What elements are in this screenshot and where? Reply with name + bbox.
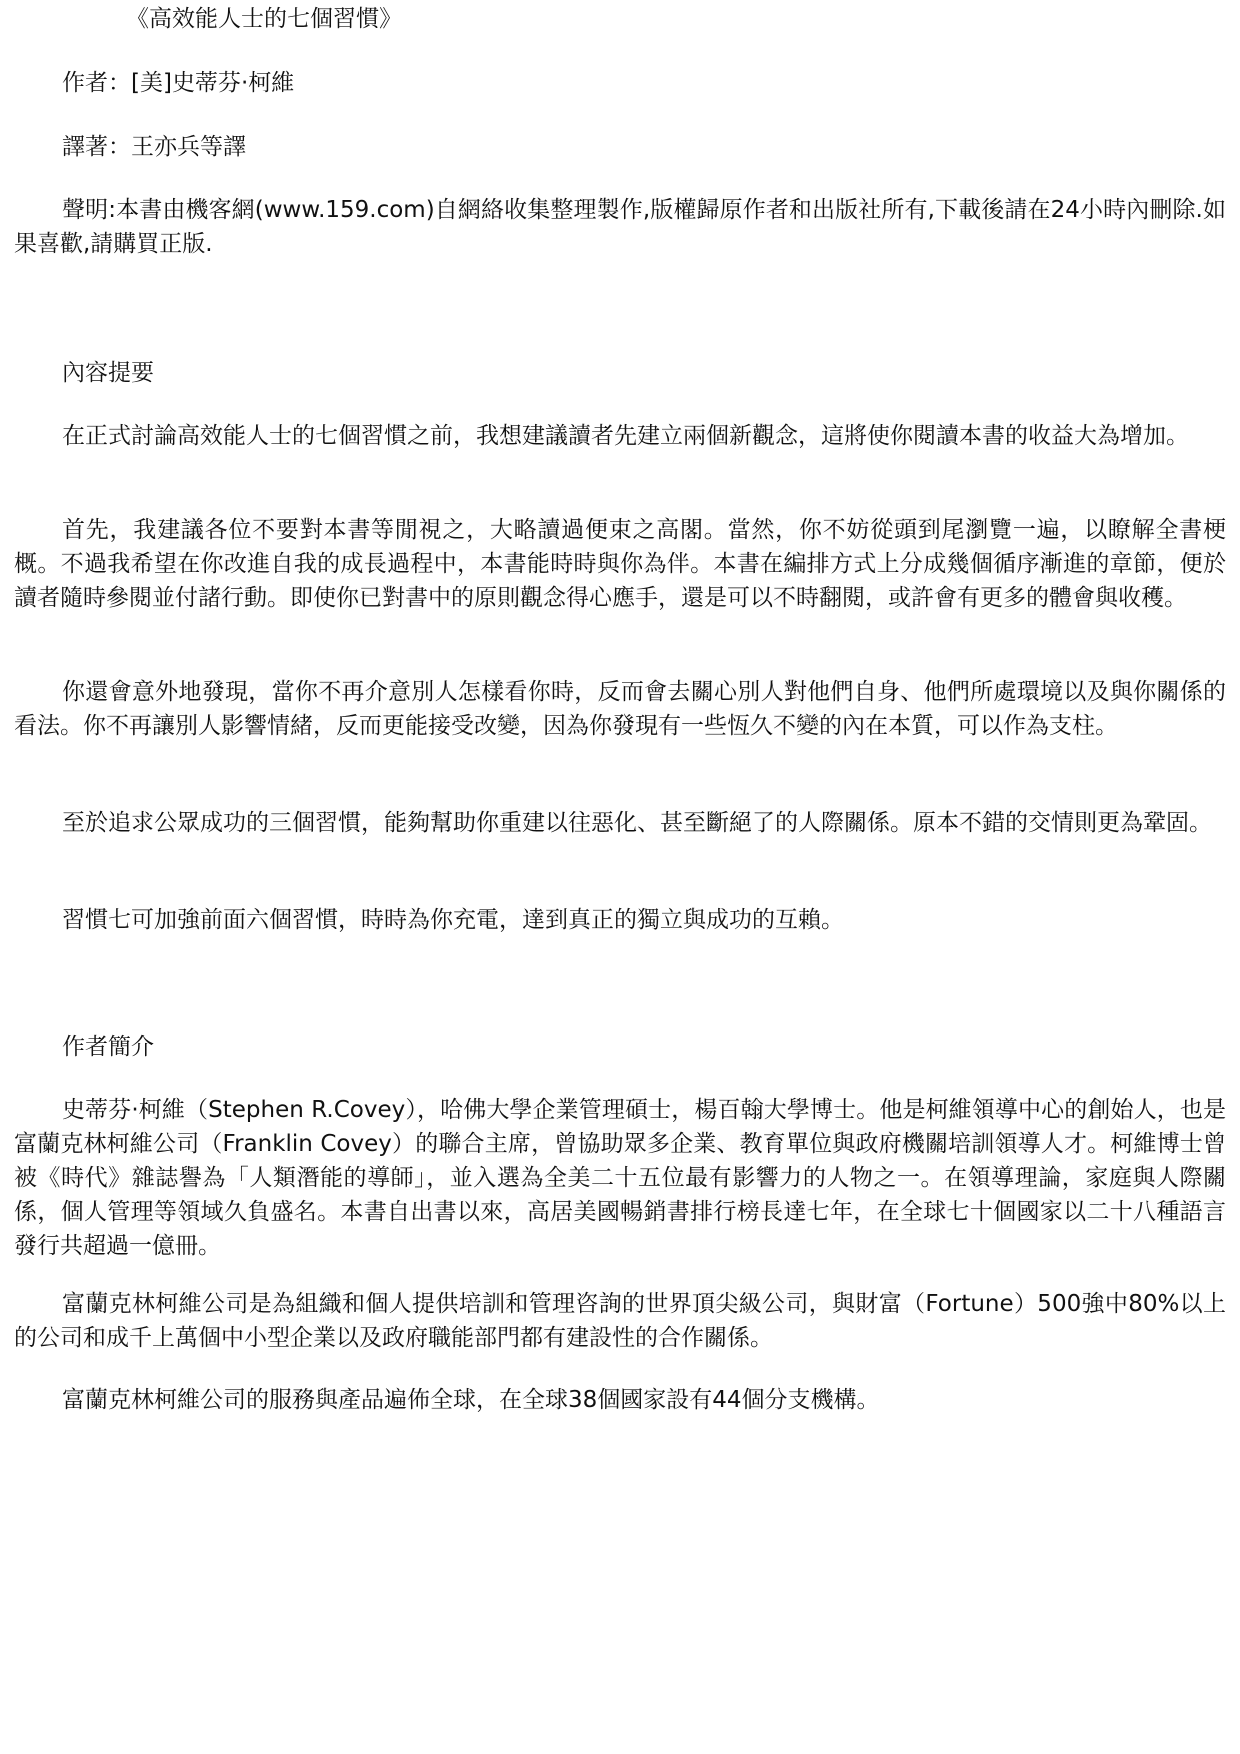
summary-paragraph: 你還會意外地發現，當你不再介意別人怎樣看你時，反而會去關心別人對他們自身、他們所處環境以及與你關係的看法。你不再讓別人影響情緒，反而更能接受改變，因為你發現有一些恆久不變的內在本質，可以作為支柱。: [14, 679, 1226, 739]
author-intro-paragraph: 史蒂芬·柯維（Stephen R.Covey），哈佛大學企業管理碩士，楊百翰大學博士。他是柯維領導中心的創始人，也是富蘭克林柯維公司（Franklin Covey）的聯合主席，曾協助眾多企業、教育單位與政府機關培訓領導人才。柯維博士曾被《時代》雜誌譽為「人類潛能的導師」，並入選為全美二十五位最有影響力的人物之一。在領導理論，家庭與人際關係，個人管理等領域久負盛名。本書自出書以來，高居美國暢銷書排行榜長達七年，在全球七十個國家以二十八種語言發行共超過一億冊。: [14, 1097, 1226, 1259]
author-intro-paragraph: 富蘭克林柯維公司是為組織和個人提供培訓和管理咨詢的世界頂尖級公司，與財富（Fortune）500強中80%以上的公司和成千上萬個中小型企業以及政府職能部門都有建設性的合作關係。: [14, 1291, 1226, 1351]
summary-paragraph: 首先，我建議各位不要對本書等閒視之，大略讀過便束之高閣。當然，你不妨從頭到尾瀏覽一遍，以瞭解全書梗概。不過我希望在你改進自我的成長過程中，本書能時時與你為伴。本書在編排方式上分成幾個循序漸進的章節，便於讀者隨時參閱並付諸行動。即使你已對書中的原則觀念得心應手，還是可以不時翻閱，或許會有更多的體會與收穫。: [14, 517, 1226, 611]
copyright-notice: 聲明:本書由機客網(www.159.com)自網絡收集整理製作,版權歸原作者和出版社所有,下載後請在24小時內刪除.如果喜歡,請購買正版.: [14, 197, 1226, 257]
author-intro-paragraph: 富蘭克林柯維公司的服務與產品遍佈全球，在全球38個國家設有44個分支機構。: [62, 1387, 880, 1413]
author-line: 作者：[美]史蒂芬·柯維: [62, 70, 295, 96]
translator-line: 譯著：王亦兵等譯: [62, 134, 246, 160]
summary-paragraph: 至於追求公眾成功的三個習慣，能夠幫助你重建以往惡化、甚至斷絕了的人際關係。原本不錯的交情則更為鞏固。: [62, 810, 1212, 836]
author-intro-heading: 作者簡介: [62, 1034, 154, 1060]
summary-paragraph: 習慣七可加強前面六個習慣，時時為你充電，達到真正的獨立與成功的互賴。: [62, 907, 844, 933]
book-title: 《高效能人士的七個習慣》: [126, 6, 402, 32]
summary-paragraph: 在正式討論高效能人士的七個習慣之前，我想建議讀者先建立兩個新觀念，這將使你閱讀本書的收益大為增加。: [62, 423, 1189, 449]
summary-heading: 內容提要: [62, 360, 154, 386]
